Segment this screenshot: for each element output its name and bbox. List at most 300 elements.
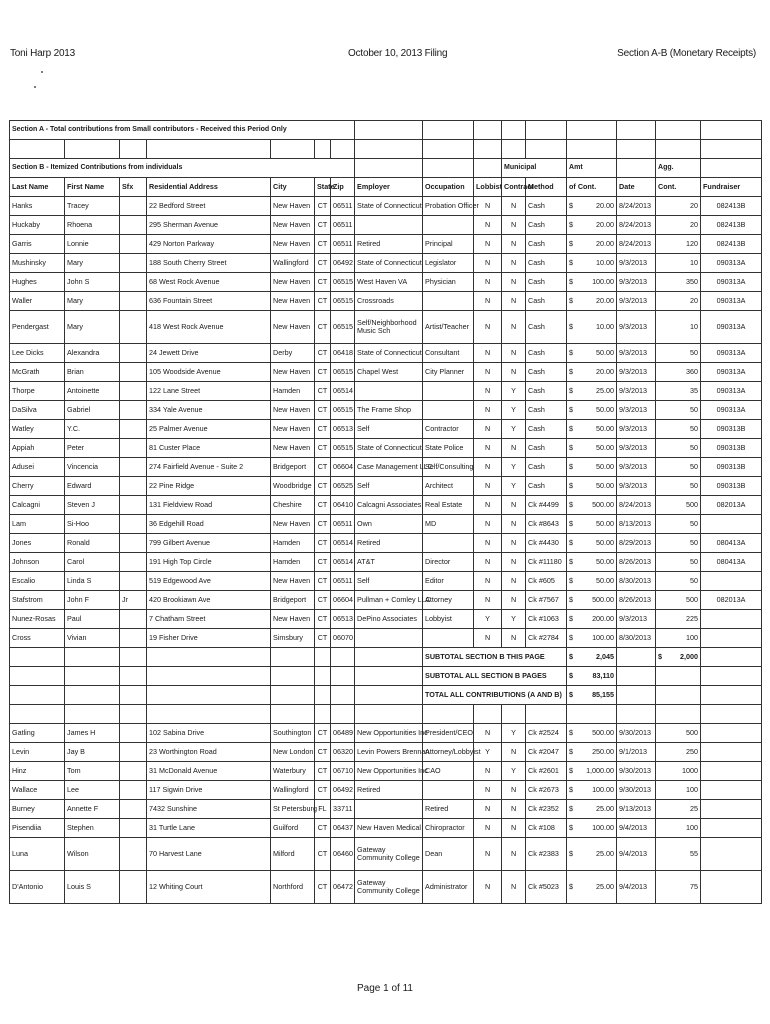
- agg-cell: 250: [656, 743, 701, 762]
- emp-cell: New Opportunities Inc: [355, 724, 423, 743]
- fund-cell: 090313B: [701, 439, 762, 458]
- amount-wrap: [569, 278, 614, 286]
- addr-cell: 274 Fairfield Avenue - Suite 2: [147, 458, 271, 477]
- occ-cell: [423, 534, 474, 553]
- contribution-row: [10, 871, 762, 904]
- sfx-cell: [120, 515, 147, 534]
- last-cell: Appiah: [10, 439, 65, 458]
- agg-cell: 500: [656, 496, 701, 515]
- sfx-cell: [120, 553, 147, 572]
- addr-cell: 418 West Rock Avenue: [147, 311, 271, 344]
- meth-cell: Cash: [526, 292, 567, 311]
- occ-cell: President/CEO: [423, 724, 474, 743]
- last-cell: Levin: [10, 743, 65, 762]
- emp-cell: [355, 216, 423, 235]
- state-cell: CT: [315, 610, 331, 629]
- lob-cell: N: [474, 311, 502, 344]
- fund-cell: [701, 781, 762, 800]
- first-cell: Ronald: [65, 534, 120, 553]
- con-cell: Y: [502, 610, 526, 629]
- emp-cell: DePino Associates: [355, 610, 423, 629]
- header-center: October 10, 2013 Filing: [348, 48, 448, 59]
- con-cell: Y: [502, 724, 526, 743]
- empty-cell: [567, 140, 617, 159]
- fund-cell: [701, 838, 762, 871]
- contribution-row: [10, 311, 762, 344]
- con-cell: N: [502, 496, 526, 515]
- emp-cell: Own: [355, 515, 423, 534]
- zip-cell: 06515: [331, 273, 355, 292]
- empty-cell: [271, 648, 315, 667]
- meth-cell: Cash: [526, 311, 567, 344]
- date-cell: 9/30/2013: [617, 724, 656, 743]
- agg-cell: 100: [656, 781, 701, 800]
- sfx-cell: [120, 743, 147, 762]
- empty-cell: [656, 140, 701, 159]
- first-cell: John F: [65, 591, 120, 610]
- amount-wrap: [569, 501, 614, 509]
- contribution-row: [10, 819, 762, 838]
- fund-cell: 082013A: [701, 591, 762, 610]
- meth-cell: Ck #8643: [526, 515, 567, 534]
- amount-value: 25.00: [596, 804, 615, 813]
- empty-cell: [617, 140, 656, 159]
- fund-cell: 090313B: [701, 458, 762, 477]
- first-cell: Louis S: [65, 871, 120, 904]
- occ-cell: State Police: [423, 439, 474, 458]
- amount-wrap: [569, 824, 614, 832]
- meth-cell: Ck #2352: [526, 800, 567, 819]
- currency-symbol: $: [569, 766, 574, 775]
- amount-wrap: [569, 425, 614, 433]
- total-amount: [567, 667, 617, 686]
- state-cell: CT: [315, 273, 331, 292]
- meth-cell: Cash: [526, 382, 567, 401]
- fund-cell: 090313A: [701, 254, 762, 273]
- date-cell: 9/3/2013: [617, 401, 656, 420]
- state-cell: CT: [315, 572, 331, 591]
- meth-cell: Cash: [526, 254, 567, 273]
- date-cell: 9/3/2013: [617, 363, 656, 382]
- currency-symbol: $: [569, 500, 574, 509]
- currency-symbol: $: [569, 201, 574, 210]
- date-cell: 9/4/2013: [617, 838, 656, 871]
- city-cell: Hamden: [271, 534, 315, 553]
- empty-cell: [147, 705, 271, 724]
- lob-cell: N: [474, 724, 502, 743]
- empty-cell: [701, 705, 762, 724]
- amount-cell: [567, 311, 617, 344]
- zip-cell: 06511: [331, 235, 355, 254]
- occ-cell: [423, 401, 474, 420]
- section-a-label: Section A - Total contributions from Small contributors - Received this Period Only: [10, 121, 355, 140]
- scan-speck: [34, 86, 36, 88]
- amount-wrap: [569, 406, 614, 414]
- last-cell: Gatling: [10, 724, 65, 743]
- empty-cell: [474, 140, 502, 159]
- last-cell: Cross: [10, 629, 65, 648]
- empty-cell: [355, 648, 423, 667]
- city-cell: New Haven: [271, 216, 315, 235]
- sfx-cell: [120, 363, 147, 382]
- fund-cell: 080413A: [701, 534, 762, 553]
- lob-cell: N: [474, 254, 502, 273]
- agg-cell: 50: [656, 572, 701, 591]
- date-cell: 8/30/2013: [617, 572, 656, 591]
- amount-value: 25.00: [596, 386, 615, 395]
- lob-cell: N: [474, 553, 502, 572]
- last-cell: McGrath: [10, 363, 65, 382]
- amount-wrap: [569, 463, 614, 471]
- amount-value: 100.00: [592, 823, 615, 832]
- amount-value: 50.00: [596, 538, 615, 547]
- state-cell: CT: [315, 401, 331, 420]
- contribution-row: [10, 534, 762, 553]
- addr-cell: 7 Chatham Street: [147, 610, 271, 629]
- last-cell: Hughes: [10, 273, 65, 292]
- currency-symbol: $: [569, 258, 574, 267]
- currency-symbol: $: [569, 785, 574, 794]
- amount-cell: [567, 197, 617, 216]
- amount-cell: [567, 871, 617, 904]
- meth-cell: Ck #2047: [526, 743, 567, 762]
- addr-cell: 24 Jewett Drive: [147, 344, 271, 363]
- currency-symbol: $: [569, 481, 574, 490]
- contribution-row: [10, 477, 762, 496]
- con-cell: N: [502, 743, 526, 762]
- date-cell: 8/13/2013: [617, 515, 656, 534]
- city-cell: New Haven: [271, 235, 315, 254]
- empty-cell: [271, 667, 315, 686]
- date-cell: 9/3/2013: [617, 420, 656, 439]
- con-cell: Y: [502, 420, 526, 439]
- empty-cell: [331, 667, 355, 686]
- sfx-cell: [120, 458, 147, 477]
- column-header: Employer: [355, 178, 423, 197]
- empty-cell: [65, 648, 120, 667]
- currency-symbol: $: [569, 652, 574, 661]
- amount-value: 10.00: [596, 322, 615, 331]
- currency-symbol: $: [569, 849, 574, 858]
- date-cell: 9/3/2013: [617, 477, 656, 496]
- zip-cell: 06418: [331, 344, 355, 363]
- last-cell: D'Antonio: [10, 871, 65, 904]
- amount-wrap: [658, 653, 698, 661]
- lob-cell: N: [474, 819, 502, 838]
- addr-cell: 117 Sigwin Drive: [147, 781, 271, 800]
- empty-cell: [147, 686, 271, 705]
- addr-cell: 31 Turtle Lane: [147, 819, 271, 838]
- amount-wrap: [569, 767, 614, 775]
- fund-cell: 090313A: [701, 311, 762, 344]
- sfx-cell: [120, 439, 147, 458]
- total-amount: [567, 686, 617, 705]
- contribution-row: [10, 496, 762, 515]
- last-cell: Calcagni: [10, 496, 65, 515]
- sfx-cell: [120, 216, 147, 235]
- lob-cell: N: [474, 420, 502, 439]
- last-cell: Hinz: [10, 762, 65, 781]
- empty-cell: [656, 705, 701, 724]
- addr-cell: 295 Sherman Avenue: [147, 216, 271, 235]
- fund-cell: 090313A: [701, 382, 762, 401]
- section-b-row: [10, 159, 762, 178]
- sfx-cell: [120, 572, 147, 591]
- amount-value: 500.00: [592, 728, 615, 737]
- first-cell: John S: [65, 273, 120, 292]
- currency-symbol: $: [569, 519, 574, 528]
- meth-cell: Ck #108: [526, 819, 567, 838]
- total-row: [10, 667, 762, 686]
- lob-cell: N: [474, 800, 502, 819]
- amount-wrap: [569, 323, 614, 331]
- amount-cell: [567, 292, 617, 311]
- amount-value: 2,000: [680, 652, 699, 661]
- date-cell: 9/30/2013: [617, 762, 656, 781]
- last-cell: DaSilva: [10, 401, 65, 420]
- con-cell: N: [502, 292, 526, 311]
- currency-symbol: $: [569, 424, 574, 433]
- first-cell: Brian: [65, 363, 120, 382]
- meth-cell: Ck #5023: [526, 871, 567, 904]
- lob-cell: N: [474, 216, 502, 235]
- empty-cell: [617, 667, 656, 686]
- city-cell: Hamden: [271, 382, 315, 401]
- agg-cell: 75: [656, 871, 701, 904]
- zip-cell: 06513: [331, 420, 355, 439]
- total-label: TOTAL ALL CONTRIBUTIONS (A AND B): [423, 686, 567, 705]
- column-header: Lobbist: [474, 178, 502, 197]
- sfx-cell: [120, 292, 147, 311]
- fund-cell: 080413A: [701, 553, 762, 572]
- agg-cell: 50: [656, 439, 701, 458]
- emp-cell: State of Connecticut: [355, 254, 423, 273]
- column-header-row: [10, 178, 762, 197]
- occ-cell: Architect: [423, 477, 474, 496]
- currency-symbol: $: [569, 220, 574, 229]
- currency-symbol: $: [569, 728, 574, 737]
- municipal-label: Municipal: [502, 159, 567, 178]
- zip-cell: 06511: [331, 216, 355, 235]
- sfx-cell: [120, 235, 147, 254]
- addr-cell: 188 South Cherry Street: [147, 254, 271, 273]
- sfx-cell: [120, 838, 147, 871]
- sfx-cell: [120, 629, 147, 648]
- blank-row: [10, 705, 762, 724]
- lob-cell: Y: [474, 610, 502, 629]
- amount-cell: [567, 401, 617, 420]
- meth-cell: Cash: [526, 420, 567, 439]
- last-cell: Jones: [10, 534, 65, 553]
- last-cell: Wallace: [10, 781, 65, 800]
- meth-cell: Cash: [526, 273, 567, 292]
- emp-cell: Levin Powers Brennan: [355, 743, 423, 762]
- amount-value: 50.00: [596, 519, 615, 528]
- con-cell: N: [502, 800, 526, 819]
- amount-cell: [567, 762, 617, 781]
- lob-cell: Y: [474, 743, 502, 762]
- last-cell: Lam: [10, 515, 65, 534]
- section-b-label: Section B - Itemized Contributions from individuals: [10, 159, 355, 178]
- last-cell: Nunez-Rosas: [10, 610, 65, 629]
- amount-wrap: [569, 596, 614, 604]
- empty-cell: [355, 667, 423, 686]
- last-cell: Mushinsky: [10, 254, 65, 273]
- empty-cell: [120, 686, 147, 705]
- con-cell: N: [502, 781, 526, 800]
- amount-wrap: [569, 349, 614, 357]
- city-cell: New London: [271, 743, 315, 762]
- contribution-row: [10, 254, 762, 273]
- blank-row: [10, 140, 762, 159]
- amount-wrap: [569, 221, 614, 229]
- agg-cell: 500: [656, 591, 701, 610]
- emp-cell: State of Connecticut: [355, 197, 423, 216]
- con-cell: N: [502, 344, 526, 363]
- amount-cell: [567, 724, 617, 743]
- total-label: SUBTOTAL SECTION B THIS PAGE: [423, 648, 567, 667]
- amount-cell: [567, 838, 617, 871]
- addr-cell: 31 McDonald Avenue: [147, 762, 271, 781]
- addr-cell: 70 Harvest Lane: [147, 838, 271, 871]
- first-cell: Wilson: [65, 838, 120, 871]
- addr-cell: 12 Whiting Court: [147, 871, 271, 904]
- emp-cell: Chapel West: [355, 363, 423, 382]
- zip-cell: 33711: [331, 800, 355, 819]
- first-cell: Rhoena: [65, 216, 120, 235]
- amount-wrap: [569, 368, 614, 376]
- zip-cell: 06515: [331, 401, 355, 420]
- amount-value: 50.00: [596, 348, 615, 357]
- zip-cell: 06710: [331, 762, 355, 781]
- zip-cell: 06604: [331, 458, 355, 477]
- column-header: of Cont.: [567, 178, 617, 197]
- first-cell: Y.C.: [65, 420, 120, 439]
- agg-cell: 50: [656, 534, 701, 553]
- amount-cell: [567, 819, 617, 838]
- empty-cell: [474, 159, 502, 178]
- addr-cell: 81 Custer Place: [147, 439, 271, 458]
- agg-cell: 50: [656, 401, 701, 420]
- lob-cell: N: [474, 871, 502, 904]
- emp-cell: Retired: [355, 781, 423, 800]
- sfx-cell: [120, 254, 147, 273]
- agg-cell: 50: [656, 515, 701, 534]
- lob-cell: N: [474, 534, 502, 553]
- zip-cell: 06515: [331, 363, 355, 382]
- city-cell: Woodbridge: [271, 477, 315, 496]
- meth-cell: Ck #605: [526, 572, 567, 591]
- zip-cell: 06489: [331, 724, 355, 743]
- occ-cell: Legislator: [423, 254, 474, 273]
- first-cell: Antoinette: [65, 382, 120, 401]
- occ-cell: MD: [423, 515, 474, 534]
- last-cell: Lee Dicks: [10, 344, 65, 363]
- emp-cell: Self/Neighborhood Music Sch: [355, 311, 423, 344]
- addr-cell: 191 High Top Circle: [147, 553, 271, 572]
- sfx-cell: Jr: [120, 591, 147, 610]
- con-cell: N: [502, 819, 526, 838]
- occ-cell: Director: [423, 553, 474, 572]
- meth-cell: Ck #2784: [526, 629, 567, 648]
- occ-cell: Contractor: [423, 420, 474, 439]
- amount-wrap: [569, 615, 614, 623]
- empty-cell: [355, 159, 423, 178]
- occ-cell: [423, 292, 474, 311]
- amount-wrap: [569, 520, 614, 528]
- agg-cell: 50: [656, 420, 701, 439]
- emp-cell: [355, 800, 423, 819]
- first-cell: Alexandra: [65, 344, 120, 363]
- contribution-row: [10, 363, 762, 382]
- empty-cell: [331, 648, 355, 667]
- occ-cell: Dean: [423, 838, 474, 871]
- empty-cell: [65, 667, 120, 686]
- city-cell: Simsbury: [271, 629, 315, 648]
- con-cell: N: [502, 591, 526, 610]
- empty-cell: [656, 121, 701, 140]
- city-cell: Wallingford: [271, 781, 315, 800]
- sfx-cell: [120, 420, 147, 439]
- fund-cell: 082413B: [701, 216, 762, 235]
- addr-cell: 68 West Rock Avenue: [147, 273, 271, 292]
- meth-cell: Cash: [526, 477, 567, 496]
- emp-cell: AT&T: [355, 553, 423, 572]
- zip-cell: 06492: [331, 781, 355, 800]
- emp-cell: Gateway Community College: [355, 838, 423, 871]
- city-cell: Bridgeport: [271, 591, 315, 610]
- emp-cell: Self: [355, 420, 423, 439]
- emp-cell: Retired: [355, 235, 423, 254]
- amount-cell: [567, 781, 617, 800]
- currency-symbol: $: [569, 804, 574, 813]
- amount-cell: [567, 515, 617, 534]
- con-cell: N: [502, 216, 526, 235]
- date-cell: 8/24/2013: [617, 235, 656, 254]
- first-cell: James H: [65, 724, 120, 743]
- currency-symbol: $: [569, 882, 574, 891]
- agg-cell: 360: [656, 363, 701, 382]
- con-cell: N: [502, 363, 526, 382]
- currency-symbol: $: [569, 690, 574, 699]
- fund-cell: [701, 610, 762, 629]
- date-cell: 9/3/2013: [617, 458, 656, 477]
- occ-cell: [423, 216, 474, 235]
- sfx-cell: [120, 871, 147, 904]
- state-cell: CT: [315, 477, 331, 496]
- column-header: Zip: [331, 178, 355, 197]
- addr-cell: 22 Pine Ridge: [147, 477, 271, 496]
- city-cell: New Haven: [271, 572, 315, 591]
- sfx-cell: [120, 382, 147, 401]
- currency-symbol: $: [569, 538, 574, 547]
- empty-cell: [502, 140, 526, 159]
- amount-value: 200.00: [592, 614, 615, 623]
- empty-cell: [10, 705, 65, 724]
- emp-cell: The Frame Shop: [355, 401, 423, 420]
- amount-value: 100.00: [592, 277, 615, 286]
- lob-cell: N: [474, 235, 502, 254]
- zip-cell: 06492: [331, 254, 355, 273]
- first-cell: Annette F: [65, 800, 120, 819]
- amount-cell: [567, 572, 617, 591]
- sfx-cell: [120, 781, 147, 800]
- fund-cell: [701, 743, 762, 762]
- amount-cell: [567, 553, 617, 572]
- amount-cell: [567, 363, 617, 382]
- currency-symbol: $: [569, 614, 574, 623]
- fund-cell: [701, 724, 762, 743]
